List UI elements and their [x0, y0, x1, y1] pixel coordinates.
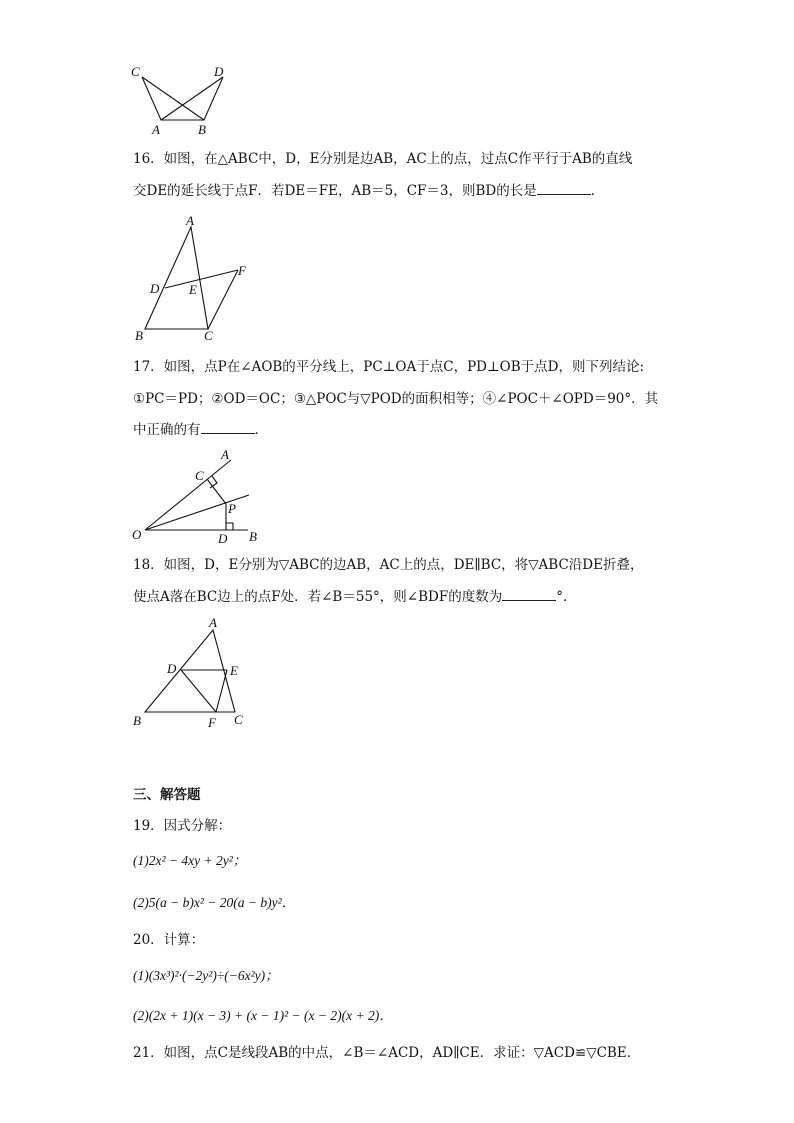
label-e: E: [230, 663, 238, 678]
q20-part2: (2)(2x + 1)(x − 3) + (x − 1)² − (x − 2)(x + 2)．: [133, 1008, 393, 1023]
answer-blank: [201, 421, 255, 434]
q20-title: 20．计算：: [133, 932, 205, 948]
q17-line1: 17．如图，点P在∠AOB的平分线上，PC⊥OA于点C，PD⊥OB于点D，则下列结论:: [133, 359, 645, 375]
q19-title: 19．因式分解：: [133, 818, 232, 834]
label-b: B: [133, 713, 141, 728]
q16-line2-end: ．: [590, 183, 605, 199]
label-d: D: [214, 64, 224, 79]
q17-line3: [133, 421, 268, 439]
label-b: B: [198, 122, 206, 137]
section-title: 三、解答题: [133, 787, 201, 803]
label-f: F: [238, 263, 246, 278]
q16-line2-text: 交DE的延长线于点F．若DE＝FE，AB＝5，CF＝3，则BD的长是: [133, 183, 537, 199]
label-a: A: [152, 122, 160, 137]
label-a: A: [186, 213, 194, 228]
q18-line2-end: °．: [556, 589, 577, 605]
figure-18-triangle: [145, 630, 235, 712]
label-e: E: [189, 282, 197, 297]
q20-part1: (1)(3x³)²·(−2y²)÷(−6x²y)；: [133, 968, 279, 983]
q18-line2: [133, 588, 576, 606]
figure-18: [128, 614, 258, 734]
label-c: C: [234, 712, 243, 727]
q17-line3-text: 中正确的有: [133, 422, 201, 438]
label-b: B: [249, 529, 257, 544]
q18-line1: 18．如图，D，E分别为▽ABC的边AB，AC上的点，DE∥BC，将▽ABC沿DE折叠，: [133, 557, 644, 573]
answer-blank: [502, 588, 556, 601]
q16-line2: [133, 182, 604, 200]
right-angle-d: [226, 523, 233, 530]
q16-line1: 16．如图，在△ABC中，D，E分别是边AB，AC上的点，过点C作平行于AB的直线: [133, 151, 633, 167]
figure-17: [128, 448, 273, 546]
label-c: C: [204, 328, 213, 343]
figure-15-lines: [142, 77, 223, 120]
label-o: O: [132, 527, 142, 542]
q21-text: 21．如图，点C是线段AB的中点，∠B＝∠ACD，AD∥CE．求证：▽ACD≌▽CBE．: [133, 1045, 641, 1061]
q18-line2-text: 使点A落在BC边上的点F处．若∠B＝55°，则∠BDF的度数为: [133, 589, 503, 605]
label-c: C: [195, 468, 204, 483]
figure-15: [128, 62, 238, 142]
q17-line3-end: ．: [254, 422, 268, 438]
label-p: P: [228, 501, 236, 516]
label-b: B: [135, 328, 143, 343]
label-d: D: [167, 661, 177, 676]
label-f: F: [208, 715, 216, 730]
q19-part1: (1)2x² − 4xy + 2y²；: [133, 853, 247, 868]
label-a: A: [221, 447, 229, 462]
figure-16-triangle: [145, 227, 208, 329]
q17-line2: ①PC＝PD；②OD＝OC；③△POC与▽POD的面积相等；④∠POC＋∠OPD＝90°．其: [133, 391, 659, 407]
label-d: D: [218, 531, 228, 546]
label-c: C: [131, 64, 140, 79]
label-a: A: [209, 615, 217, 630]
figure-16: [128, 212, 268, 347]
answer-blank: [537, 182, 591, 195]
label-d: D: [150, 281, 160, 296]
q19-part2: (2)5(a − b)x² − 20(a − b)y²．: [133, 895, 296, 910]
right-angle-c: [210, 476, 217, 488]
